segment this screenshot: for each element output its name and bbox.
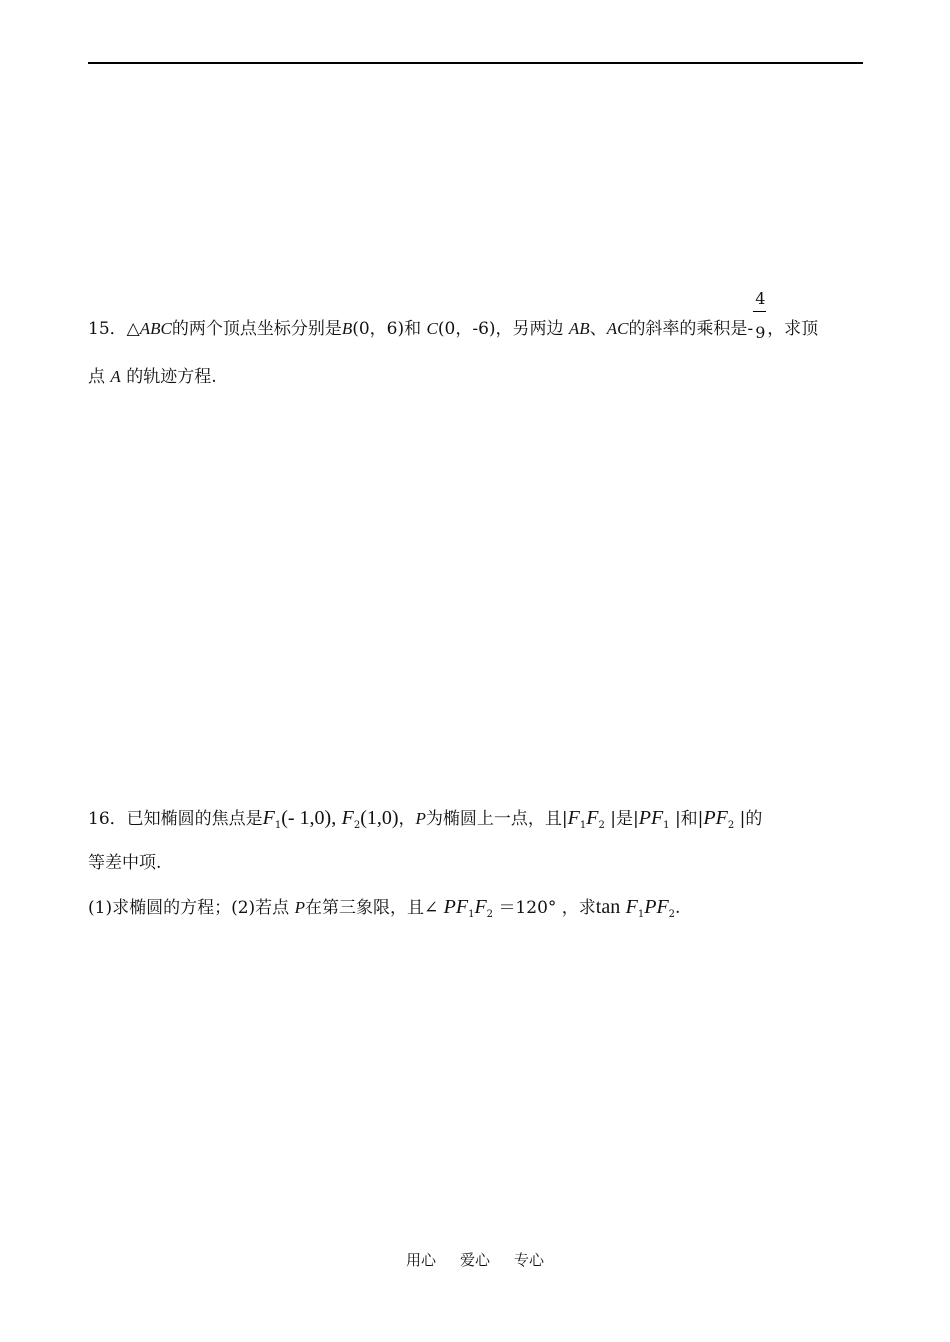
focus-f2: F [341,807,354,829]
text: 点 [88,367,105,387]
text: 在第三象限，且∠ [304,898,439,918]
problem-16-line-1 [88,808,762,831]
problem-number: 16．已知椭圆的焦点是 [88,809,263,829]
fraction-bar [753,311,766,312]
text: 和 [404,319,422,339]
math: F [474,896,487,918]
text: (1)求椭圆的方程；(2)若点 [88,898,290,918]
focus-f1: F [262,807,275,829]
text: 等差中项. [88,853,162,873]
text: ，求 [561,898,596,918]
math: PF [638,807,664,829]
text: 为椭圆上一点，且| [425,809,568,829]
coord-f2: (1,0) [360,807,399,829]
subscript: 2 [727,820,735,831]
subscript: 1 [579,820,587,831]
subscript: 1 [637,909,645,920]
problem-15-line-2 [88,368,217,386]
math: F [586,807,599,829]
header-rule [88,62,863,64]
math: PF [443,896,469,918]
point-a: A [110,367,121,386]
side-ab: AB [568,319,590,338]
subscript: 1 [274,820,282,831]
fraction-denominator: 9 [755,323,766,342]
text: |和| [674,809,704,829]
math: PF [644,896,669,918]
side-ac: AC [606,319,629,338]
text: 、 [589,319,607,339]
point-p: P [415,809,426,828]
coord-c: (0，-6)，另两边 [437,319,564,339]
coord-b: (0，6) [352,319,405,339]
text: ， [398,809,416,829]
subscript: 2 [486,909,494,920]
footer-text: 爱心 [459,1251,490,1269]
footer-text: 专心 [514,1251,545,1269]
math: PF [703,807,728,829]
text: 的轨迹方程. [126,367,217,387]
text: 的斜率的乘积是- [628,319,754,339]
problem-16-line-2 [88,855,161,872]
footer-text: 用心 [405,1251,436,1269]
problem-16-line-3 [88,897,680,920]
page-footer [0,1249,950,1270]
math: F [625,896,638,918]
text: 的两个顶点坐标分别是 [171,319,342,339]
subscript: 2 [668,909,676,920]
subscript: 1 [468,909,475,920]
point-p: P [294,898,305,917]
point-b: B [341,319,353,338]
fraction [753,289,767,342]
text: ，求顶 [767,319,819,339]
tan-function: tan [595,896,621,918]
subscript: 2 [598,820,605,831]
triangle-label: ABC [139,319,172,338]
math: F [567,807,580,829]
fraction-numerator: 4 [755,289,766,308]
subscript: 2 [353,820,361,831]
text: . [675,898,681,918]
text: |是| [610,809,639,829]
problem-number: 15．△ [88,319,140,339]
text: |的 [739,809,763,829]
coord-f1: (- 1,0), [281,807,337,829]
subscript: 1 [663,820,670,831]
angle-value: ＝120° [498,898,557,918]
problem-15-line-1 [88,289,819,342]
point-c: C [426,319,438,338]
